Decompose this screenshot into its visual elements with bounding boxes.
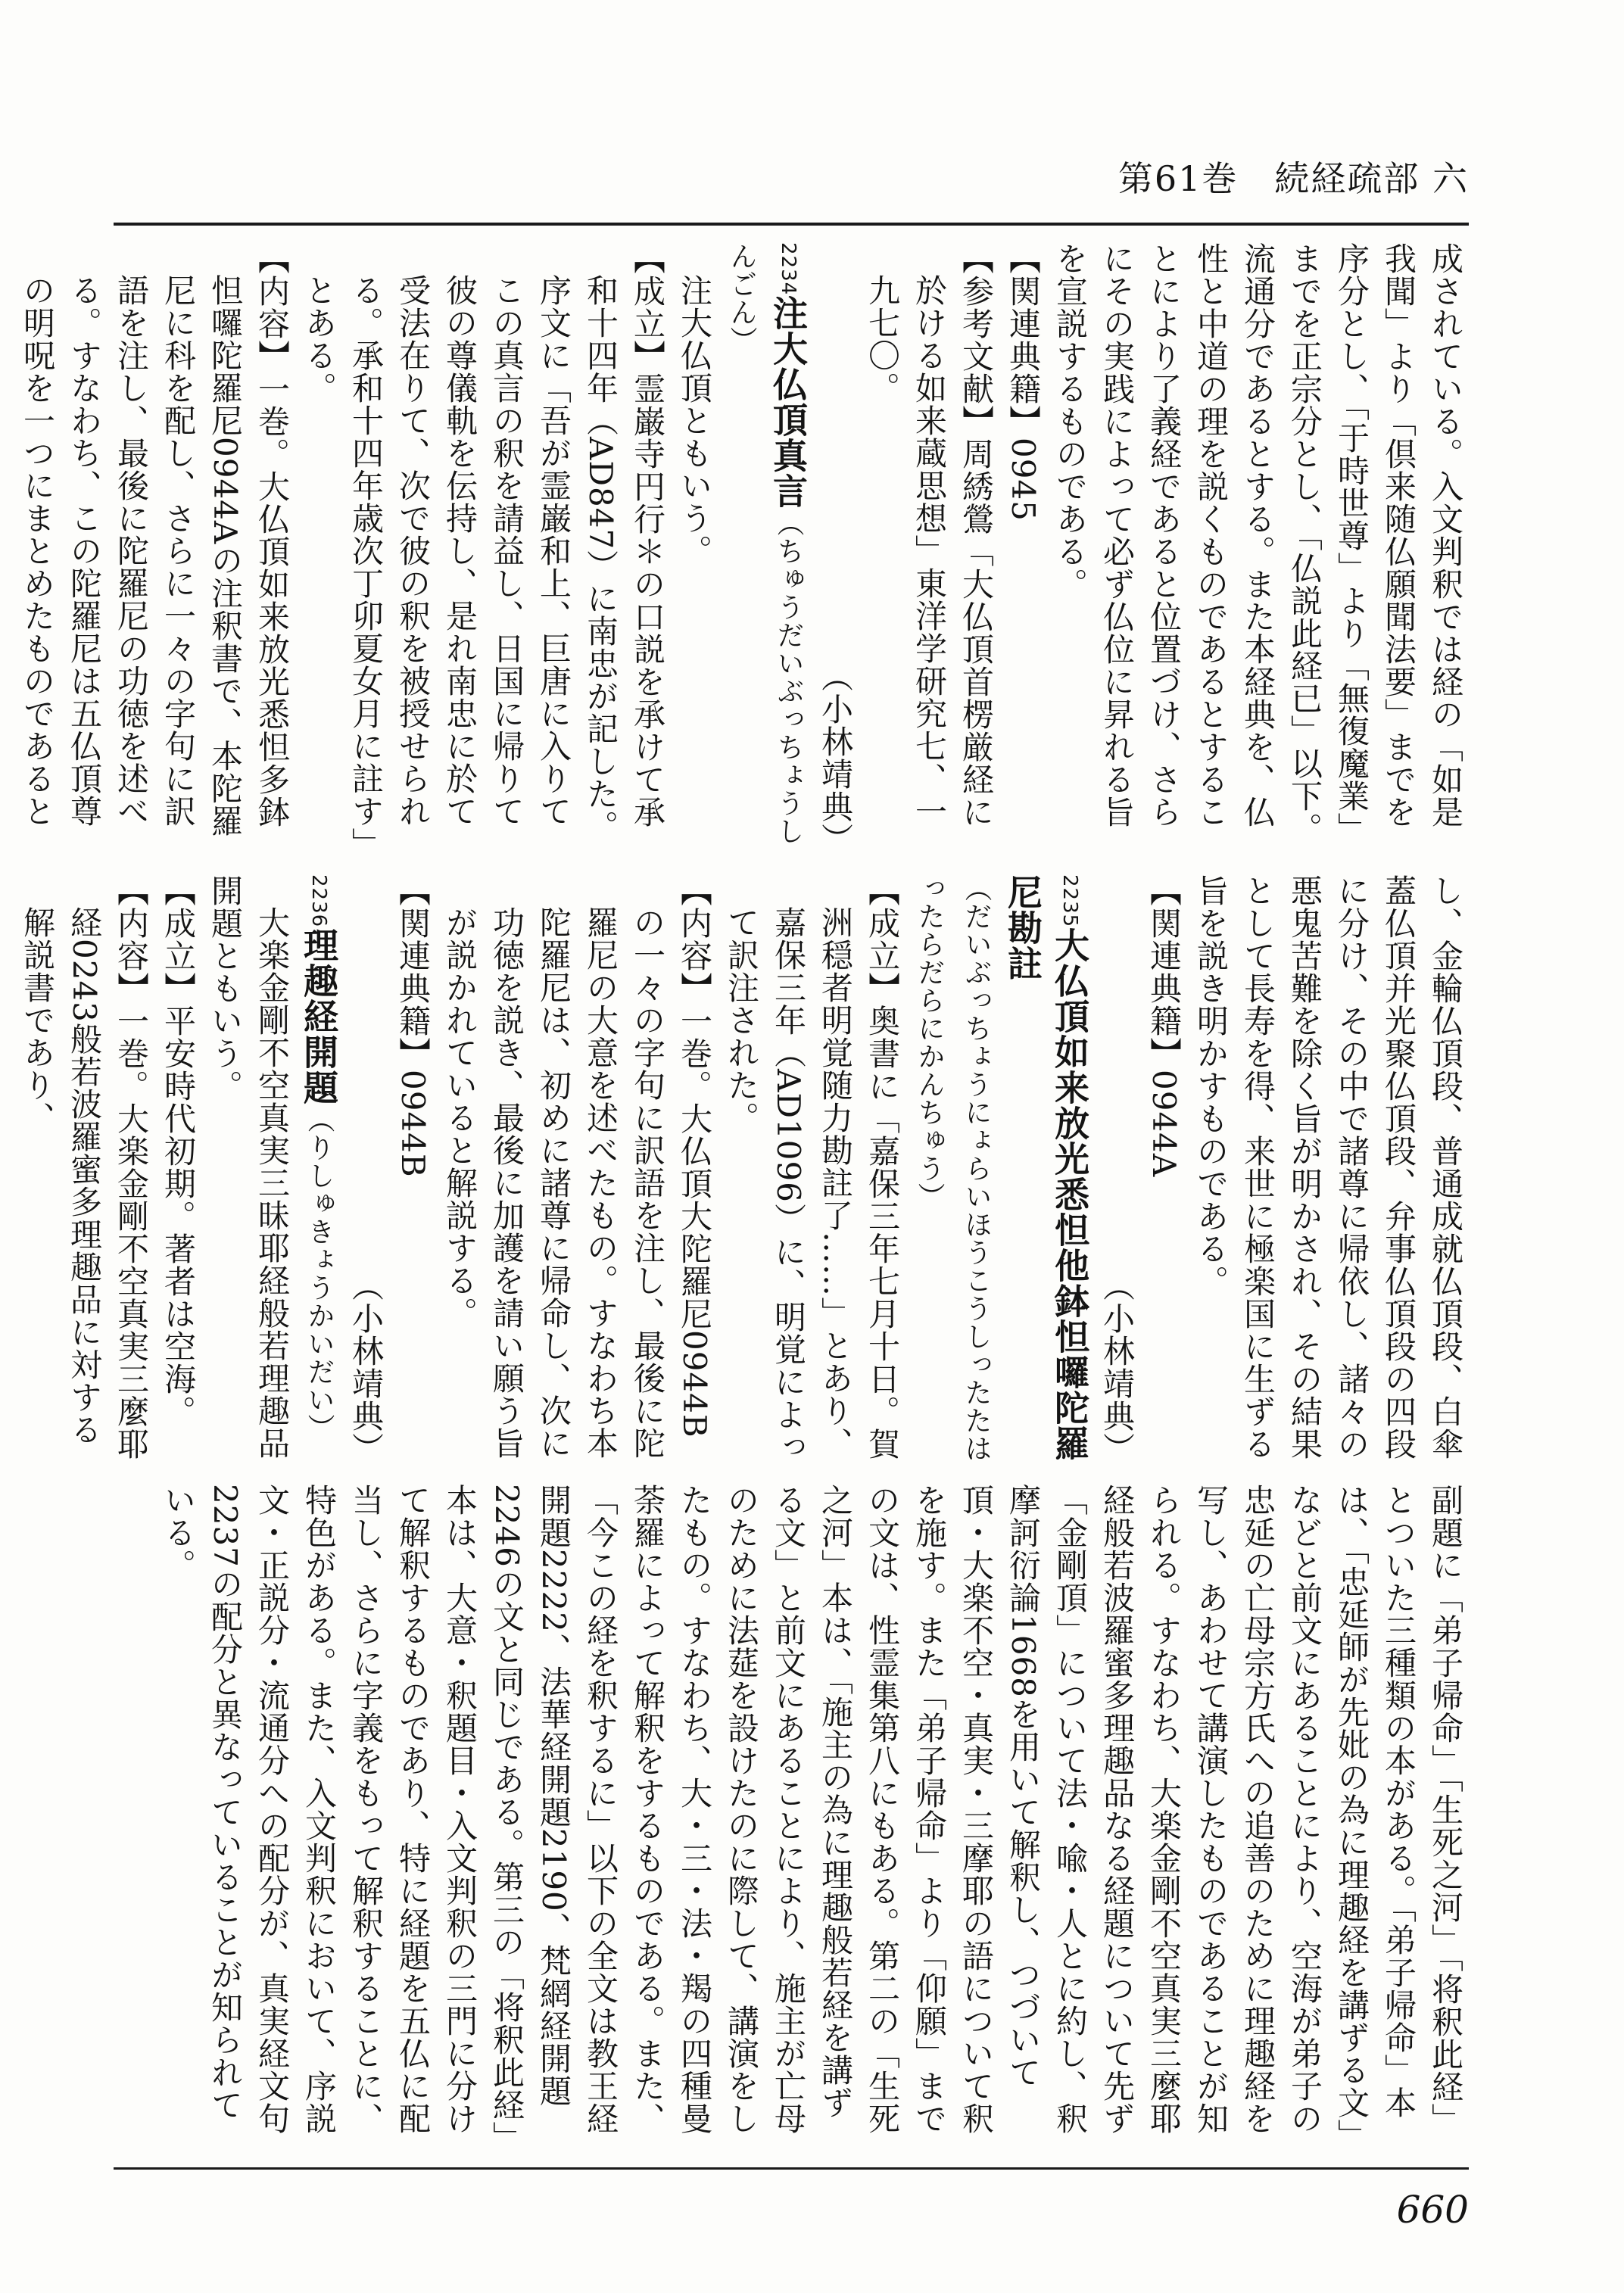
- text-tier-upper: [19, 242, 1469, 855]
- entry-title: 注大仏頂真言: [768, 295, 809, 509]
- entry-establishment: 【成立】奥書に「嘉保三年七月十日。賀洲穏者明覚随力勘註了……」とあり、嘉保三年（AD1096）に、明覚によって訳注された。: [723, 874, 901, 1463]
- entry-content: 【内容】一巻。大仏頂如来放光悉怛多鉢怛囉陀羅尼0944Aの注釈書で、本陀羅尼に科を配し、さらに一々の字句に訳語を注し、最後に陀羅尼の功徳を述べる。すなわち、この陀羅尼は五仏頂尊の明呪を一つにまとめたものであると: [19, 242, 291, 838]
- entry-alias: 注大仏頂ともいう。: [676, 274, 713, 567]
- references: 【参考文献】周綉鶯「大仏頂首楞厳経に於ける如来蔵思想」東洋学研究七、一九七〇。: [864, 242, 995, 828]
- entry-reading: （ちゅうだいぶっちょうしんごん）: [726, 242, 804, 846]
- paragraph-continuation: し、金輪仏頂段、普通成就仏頂段、白傘蓋仏頂并光聚仏頂段、弁事仏頂段の四段に分け、その中で諸尊に帰依し、諸々の悪鬼苦難を除く旨が明かされ、その結果として長寿を得、来世に極楽国に生ずる旨を説き明かすものである。: [1192, 874, 1464, 1460]
- text-tier-middle: [19, 874, 1469, 1465]
- entry-establishment: 【成立】霊巌寺円行＊の口説を承けて承和十四年（AD847）に南忠が記した。序文に「吾が霊巌和上、巨唐に入りてこの真言の釈を請益し、日国に帰りて彼の尊儀軌を伝持し、是れ南忠に於て受法在りて、次で彼の釈を被授せられる。承和十四年歳次丁卯夏女月に註す」とある。: [301, 242, 666, 844]
- paragraph-continuation: 成されている。入文判釈では経の「如是我聞」より「倶来随仏願聞法要」までを序分とし、「于時世尊」より「無復魔業」までを正宗分とし、「仏説此経已」以下。流通分であるとする。また本経典を、仏性と中道の理を説くものであるとすることにより了義経であると位置づけ、さらにその実践によって必ず仏位に昇れる旨を宣説するものである。: [1052, 242, 1464, 845]
- entry-content: 【内容】一巻。大楽金剛不空真実三麼耶経0243般若波羅蜜多理趣品に対する解説書であり、: [19, 874, 150, 1460]
- entry-reading: （だいぶっちょうにょらいほうこうしったたはったらだらにかんちゅう）: [914, 874, 992, 1463]
- running-header: 第61巻 続経疏部 六: [1117, 158, 1469, 199]
- related-works: 【関連典籍】0944A: [1146, 874, 1183, 1178]
- entry-alias: 大楽金剛不空真実三昧耶経般若理趣品開題ともいう。: [207, 874, 291, 1460]
- entry-establishment: 【成立】平安時代初期。著者は空海。: [160, 874, 197, 1428]
- paragraph-continuation: 副題に「弟子帰命」「生死之河」「将釈此経」とついた三種類の本がある。「弟子帰命」本は、「忠延師が先妣の為に理趣経を講ずる文」などと前文にあることにより、空海が弟子の忠延の亡母宗方氏への追善のために理趣経を写し、あわせて講演したものであることが知られる。すなわち、大楽金剛不空真実三麼耶経般若波羅蜜多理趣品なる経題について先ず「金剛頂」について法・喩・人とに約し、釈摩訶衍論1668を用いて解釈し、つづいて頂・大楽不空・真実・三摩耶の語について釈を施す。また「弟子帰命」より「仰願」までの文は、性霊集第八にもある。第二の「生死之河」本は、「施主の為に理趣般若経を講ずる文」と前文にあることにより、施主が亡母のために法莚を設けたのに際して、講演をしたもの。すなわち、大・三・法・羯の四種曼荼羅によって解釈をするものである。また、「今この経を釈するに」以下の全文は教王経開題2222、法華経開題2190、梵網経開題2246の文と同じである。第三の「将釈此経」本は、大意・釈題目・入文判釈の三門に分けて解釈するものであり、特に経題を五仏に配当し、さらに字義をもって解釈することに、特色がある。また、入文判釈において、序説文・正説分・流通分への配分が、真実経文句2237の配分と異なっていることが知られている。: [160, 1484, 1464, 2138]
- entry-heading-2234: [718, 242, 812, 855]
- text-tier-lower: [151, 1484, 1469, 2150]
- author-signature: （小林靖典）: [348, 1270, 385, 1465]
- entry-content: 【内容】一巻。大仏頂大陀羅尼0944Bの一々の字句に訳語を注し、最後に陀羅尼の大意を述べたもの。すなわち本陀羅尼は、初めに諸尊に帰命し、次に功徳を説き、最後に加護を請い願う旨が説かれていると解説する。: [441, 874, 713, 1460]
- entry-heading-2236: [295, 874, 342, 1465]
- entry-number: 2234: [777, 242, 800, 296]
- entry-number: 2236: [307, 874, 330, 928]
- entry-number: 2235: [1058, 874, 1081, 928]
- entry-title: 理趣経開題: [298, 927, 339, 1106]
- page-number: 660: [1396, 2188, 1469, 2232]
- related-works: 【関連典籍】0944B: [394, 874, 432, 1178]
- entry-reading: （りしゅきょうかいだい）: [304, 1105, 335, 1442]
- author-signature: （小林靖典）: [817, 660, 854, 855]
- footer-rule: [114, 2167, 1469, 2170]
- entry-heading-2235: [999, 874, 1093, 1465]
- author-signature: （小林靖典）: [1099, 1270, 1136, 1465]
- header-rule: [114, 223, 1469, 226]
- related-works: 【関連典籍】0945: [1005, 242, 1042, 522]
- entry-title: 大仏頂如来放光悉怛他鉢怛囉陀羅尼勘註: [1002, 874, 1090, 1462]
